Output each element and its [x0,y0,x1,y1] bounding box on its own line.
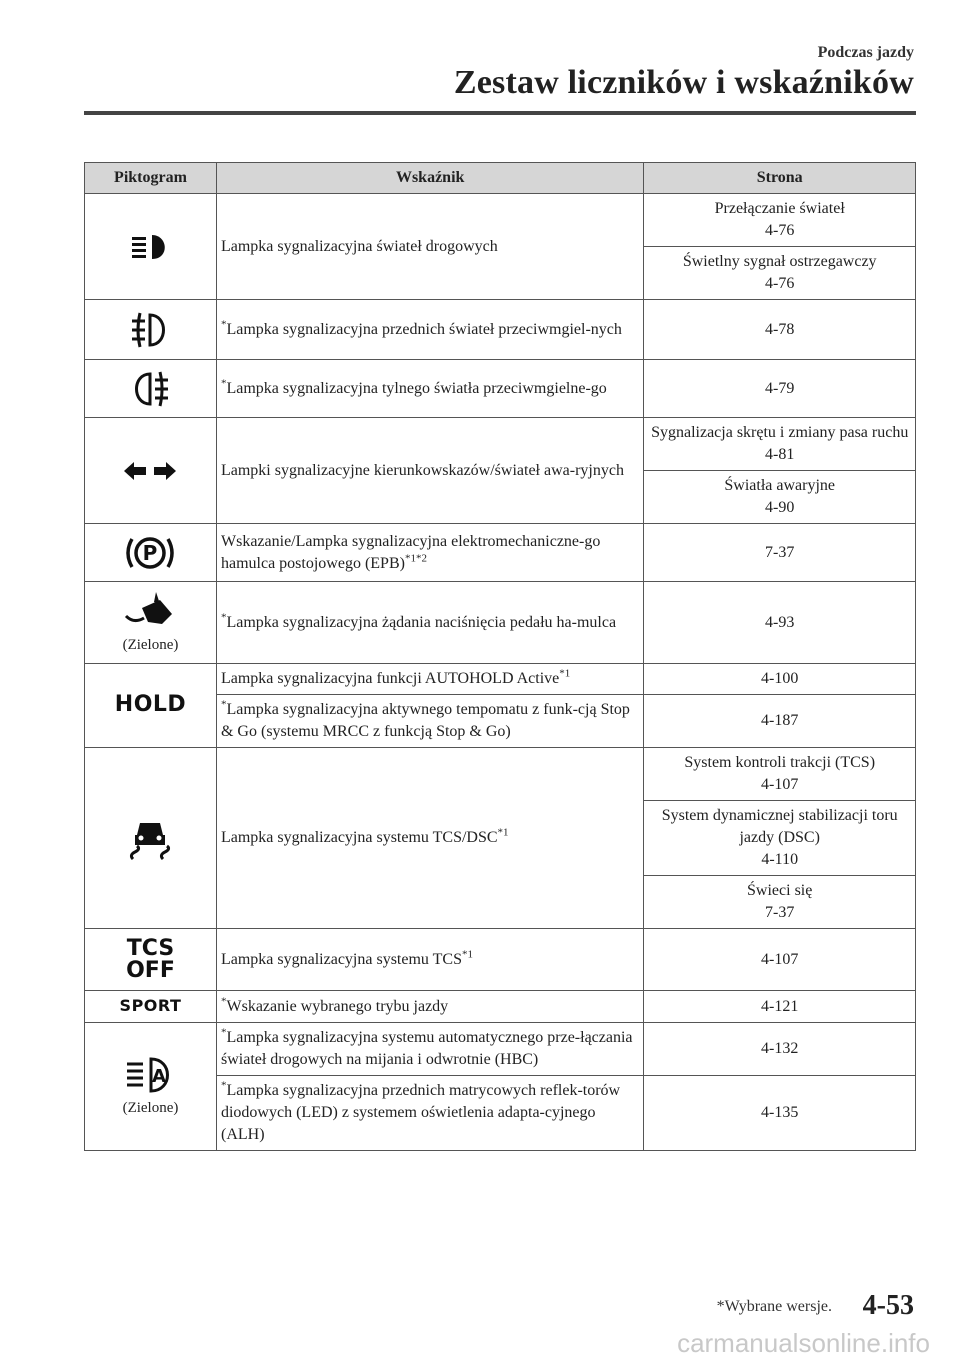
table-row [85,194,916,247]
brake-pedal-request-icon: (Zielone) [85,582,217,664]
page-reference: 4-135 [644,1076,916,1151]
table-row [85,991,916,1023]
page-reference: 4-187 [644,695,916,748]
indicator-description: *Lampka sygnalizacyjna systemu automatycznego prze-łączania świateł drogowych na mijania i odwrotnie (HBC) [216,1023,643,1076]
page-reference: 4-132 [644,1023,916,1076]
indicator-description: *Lampka sygnalizacyjna przednich świateł przeciwmgiel-nych [216,300,643,360]
page-number: 4-53 [862,1290,914,1321]
footnote: *Wybrane wersje. [716,1298,832,1315]
indicator-description: Lampka sygnalizacyjna świateł drogowych [216,194,643,300]
table-header-row [85,163,916,194]
tcs-off-icon: TCS OFF [85,929,217,991]
page-reference: 4-107 [644,929,916,991]
col-header-page: Strona [644,163,916,194]
table-row [85,748,916,801]
table-row [85,664,916,695]
page-reference: Sygnalizacja skrętu i zmiany pasa ruchu 4-81 [644,418,916,471]
indicator-description: Lampka sygnalizacyjna systemu TCS/DSC$^{*1}$ [216,748,643,929]
table-row [85,1023,916,1076]
page-reference: System dynamicznej stabilizacji toru jazdy (DSC) 4-110 [644,801,916,876]
indicator-description: *Wskazanie wybranego trybu jazdy [216,991,643,1023]
indicator-description: *Lampka sygnalizacyjna tylnego światła przeciwmgielne-go [216,360,643,418]
header-divider [84,111,916,115]
indicator-description: Wskazanie/Lampka sygnalizacyjna elektromechaniczne-go hamulca postojowego (EPB)$^{*1*2}$ [216,524,643,582]
hold-icon: HOLD [85,664,217,748]
indicator-table [84,162,916,1151]
svg-text:A: A [152,1065,167,1087]
turn-signal-hazard-icon [85,418,217,524]
col-header-indicator: Wskaźnik [216,163,643,194]
page-reference: System kontroli trakcji (TCS) 4-107 [644,748,916,801]
page-reference: 4-100 [644,664,916,695]
indicator-description: Lampka sygnalizacyjna funkcji AUTOHOLD Active$^{*1}$ [216,664,643,695]
rear-fog-light-icon [85,360,217,418]
table-row [85,524,916,582]
tcs-dsc-icon [85,748,217,929]
table-row [85,582,916,664]
table-row [85,929,916,991]
section-label: Podczas jazdy [817,44,914,61]
page-title: Zestaw liczników i wskaźników [453,64,914,101]
svg-text:P: P [143,540,158,565]
page-reference: Świetlny sygnał ostrzegawczy 4-76 [644,247,916,300]
page-reference: 4-79 [644,360,916,418]
indicator-description: *Lampka sygnalizacyjna żądania naciśnięcia pedału ha-mulca [216,582,643,664]
table-row [85,418,916,471]
table-row [85,300,916,360]
indicator-description: Lampki sygnalizacyjne kierunkowskazów/świateł awa-ryjnych [216,418,643,524]
page-reference: 7-37 [644,524,916,582]
page-reference: 4-121 [644,991,916,1023]
page-reference: 4-93 [644,582,916,664]
high-beam-icon [85,194,217,300]
parking-brake-icon [85,524,217,582]
sport-icon: SPORT [85,991,217,1023]
indicator-description: *Lampka sygnalizacyjna aktywnego tempomatu z funk-cją Stop & Go (systemu MRCC z funkcją Stop & Go) [216,695,643,748]
front-fog-light-icon [85,300,217,360]
indicator-description: Lampka sygnalizacyjna systemu TCS$^{*1}$ [216,929,643,991]
table-row [85,360,916,418]
page-reference: Światła awaryjne 4-90 [644,471,916,524]
page-reference: Przełączanie świateł 4-76 [644,194,916,247]
page-reference: 4-78 [644,300,916,360]
auto-high-beam-icon: A (Zielone) [85,1023,217,1151]
page-reference: Świeci się 7-37 [644,876,916,929]
col-header-pictogram: Piktogram [85,163,217,194]
indicator-description: *Lampka sygnalizacyjna przednich matrycowych reflek-torów diodowych (LED) z systemem oświetlenia adapta-cyjnego (ALH) [216,1076,643,1151]
watermark: carmanualsonline.info [677,1328,930,1358]
